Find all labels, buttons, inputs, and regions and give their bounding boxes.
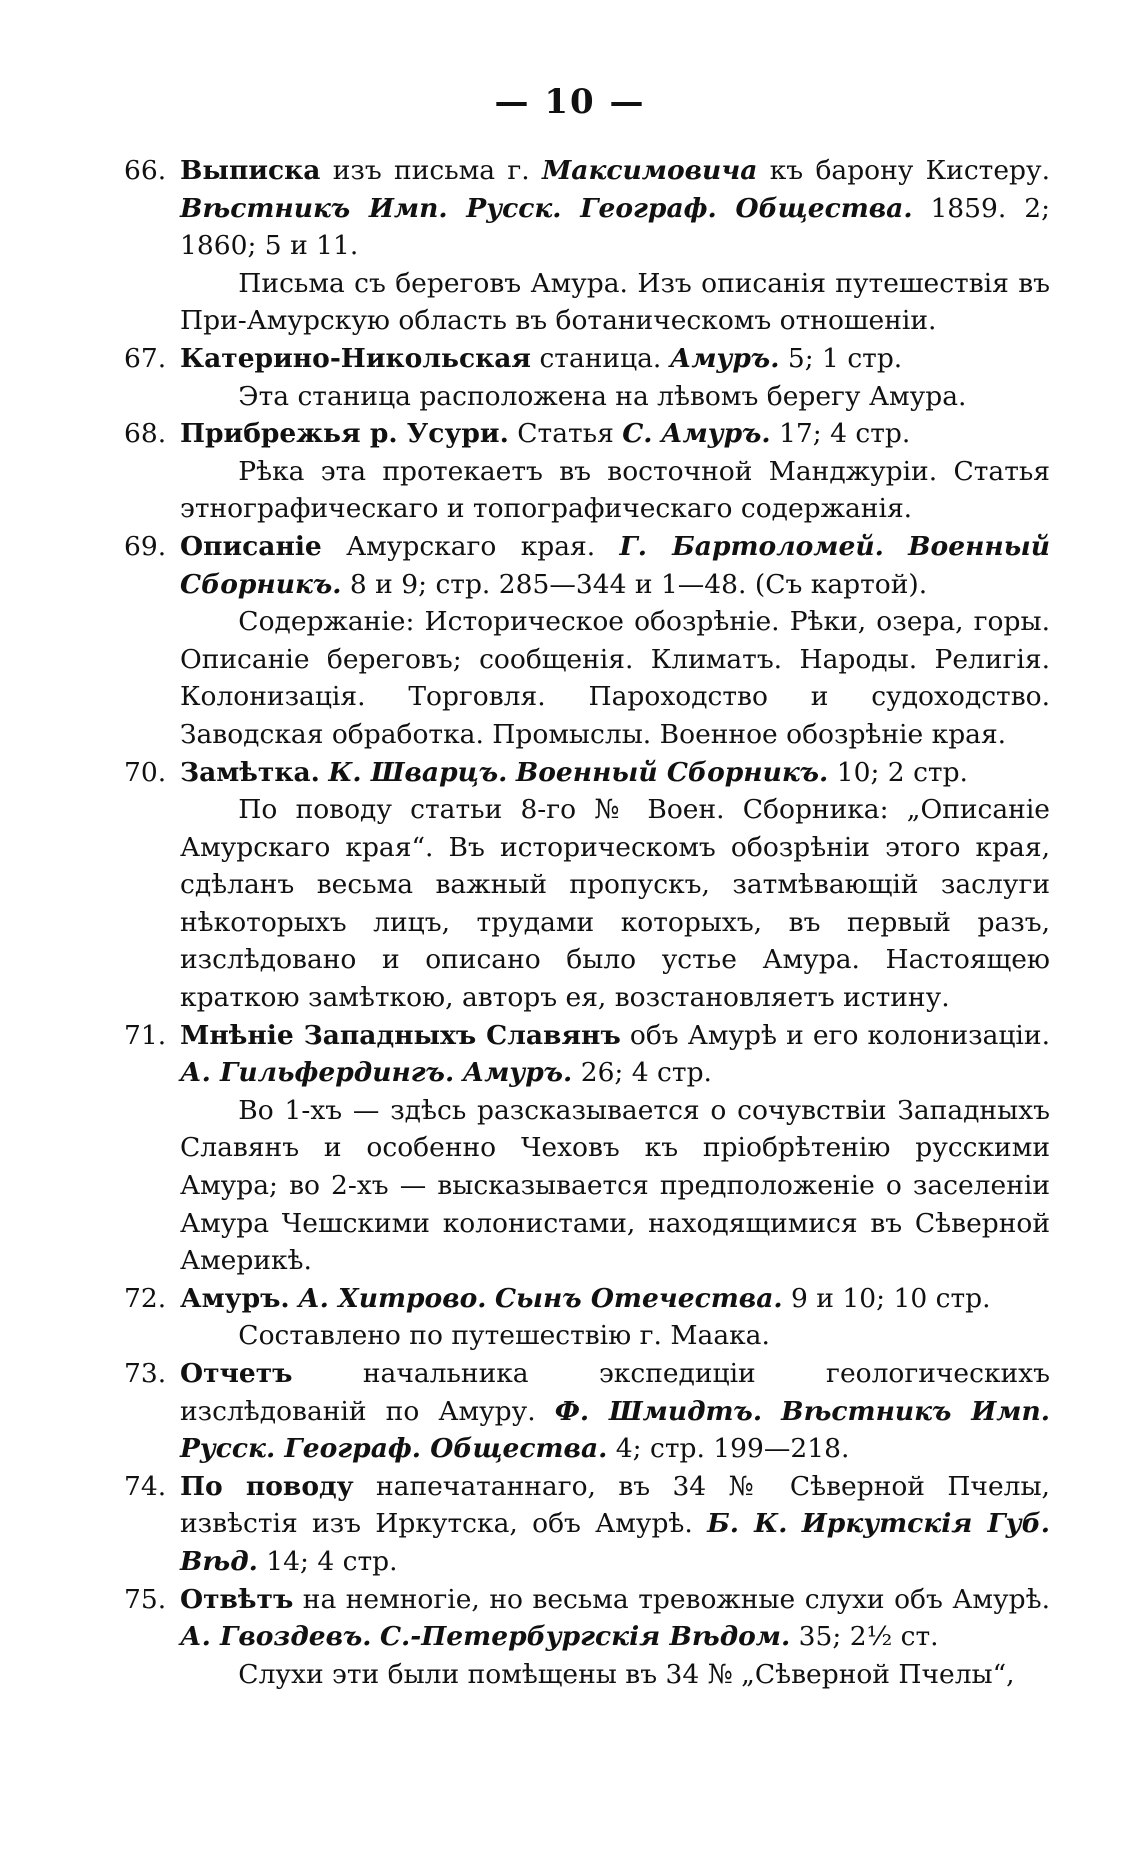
entry-text <box>653 418 661 449</box>
page-number: — 10 — <box>494 82 646 122</box>
entry-body <box>180 528 1050 603</box>
entry-annotation: Во 1-хъ — здѣсь разсказывается о сочувствіи Западныхъ Славянъ и особенно Чеховъ къ пріобрѣтенію русскими Амура; во 2-хъ — высказывается предположеніе о заселеніи Амура Чешскими колонистами, находящимися въ Сѣверной Америкѣ. <box>180 1094 1050 1277</box>
entry-reference: 35; 2½ ст. <box>790 1621 939 1653</box>
entry-body <box>180 415 1050 453</box>
entry-number: 68. <box>124 418 167 450</box>
entry-author: Ф. Шмидтъ. <box>554 1395 763 1427</box>
entry-journal: Вѣстникъ Имп. Русск. Географ. Общества. <box>180 1395 1050 1465</box>
entry-journal: Вѣстникъ Имп. Русск. Географ. Общества. <box>180 192 913 224</box>
entry-journal: Амуръ. <box>669 342 780 374</box>
entry-journal: Амуръ. <box>660 418 771 450</box>
entry-body <box>180 340 1050 378</box>
bibliography-entry <box>124 340 1050 415</box>
entry-text: къ барону Кистеру. <box>757 155 1050 186</box>
bibliography-entry <box>124 528 1050 754</box>
entry-text: изъ письма г. <box>320 155 542 186</box>
entry-title: Отвѣтъ <box>180 1583 294 1615</box>
entry-annotation: Содержаніе: Историческое обозрѣніе. Рѣки, озера, горы. Описаніе береговъ; сообщенія. Климатъ. Народы. Религія. Колонизація. Торговля. Пароходство и судоходство. Заводская обработка. Промыслы. Военное обозрѣніе края. <box>180 606 1050 750</box>
entry-title: Мнѣніе Западныхъ Славянъ <box>180 1019 621 1051</box>
entry-journal: С.-Петербургскія Вѣдом. <box>379 1621 791 1653</box>
entry-author: А. Гвоздевъ. <box>180 1621 372 1653</box>
entry-text: Статья <box>508 418 623 450</box>
entry-text: начальника экспедиціи геологическихъ изслѣдованій по Амуру. <box>180 1358 1050 1427</box>
entry-body <box>180 1581 1050 1656</box>
entry-text <box>454 1057 462 1088</box>
entry-annotation: Эта станица расположена на лѣвомъ берегу Амура. <box>238 380 967 412</box>
entry-reference: 10; 2 стр. <box>828 756 968 788</box>
entry-body <box>180 1017 1050 1092</box>
bibliography-entry <box>124 1280 1050 1355</box>
entry-text <box>762 1396 781 1427</box>
entry-text: станица. <box>531 342 670 374</box>
entry-number: 72. <box>124 1282 167 1314</box>
entry-journal: Иркутскія Губ. Вѣд. <box>180 1508 1050 1577</box>
entry-reference: 5; 1 стр. <box>779 342 903 374</box>
entry-text: Амурскаго края. <box>321 530 620 562</box>
entry-body <box>180 754 1050 792</box>
entry-title: Отчетъ <box>180 1358 293 1389</box>
entry-title: Выписка <box>180 155 321 186</box>
bibliography-entry <box>124 415 1050 528</box>
entry-reference: 1859. 2; 1860; 5 и 11. <box>180 192 1050 262</box>
entry-text <box>372 1621 380 1652</box>
entry-reference: 8 и 9; стр. 285—344 и 1—48. (Съ картой). <box>341 568 928 600</box>
entry-title: Катерино-Никольская <box>180 342 532 374</box>
entry-journal: Военный Сборникъ. <box>515 756 829 788</box>
entry-body <box>180 1468 1050 1581</box>
entry-text <box>787 1508 801 1539</box>
entry-author: А. Гильфердингъ. <box>180 1057 455 1089</box>
entry-reference: 4; стр. 199—218. <box>607 1433 850 1465</box>
entry-number: 67. <box>124 342 167 374</box>
entry-annotation: Письма съ береговъ Амура. Изъ описанія путешествія въ При-Амурскую область въ ботаническомъ отношеніи. <box>180 267 1050 337</box>
entry-number: 73. <box>124 1358 167 1389</box>
bibliography-entry <box>124 1468 1050 1581</box>
entry-text <box>487 1283 495 1314</box>
entry-number: 69. <box>124 530 167 562</box>
entry-author: Максимовича <box>541 155 758 186</box>
entry-number: 71. <box>124 1019 167 1051</box>
entry-annotation: Слухи эти были помѣщены въ 34 № „Сѣверной Пчелы“, <box>238 1658 1015 1690</box>
entry-text <box>507 757 515 788</box>
entry-journal: Сынъ Отечества. <box>494 1282 783 1314</box>
entry-reference: 26; 4 стр. <box>572 1057 712 1089</box>
entry-reference: 14; 4 стр. <box>257 1545 398 1577</box>
entry-journal: Военный Сборникъ. <box>180 530 1050 600</box>
entry-title: Замѣтка. <box>180 756 320 788</box>
bibliography-entry <box>124 1017 1050 1280</box>
entry-number: 75. <box>124 1583 167 1615</box>
entry-body <box>180 152 1050 265</box>
entry-number: 66. <box>124 155 167 186</box>
entry-annotation: Рѣка эта протекаетъ въ восточной Манджуріи. Статья этнографическаго и топографическаго содержанія. <box>180 455 1050 525</box>
bibliography-entry <box>124 754 1050 1017</box>
entry-annotation: Составлено по путешествію г. Маака. <box>238 1320 770 1352</box>
bibliography-entry <box>124 1581 1050 1694</box>
entry-body <box>180 1280 1050 1318</box>
entry-number: 70. <box>124 756 167 788</box>
entry-text: напечатаннаго, въ 34 № Сѣверной Пчелы, извѣстія изъ Иркутска, объ Амурѣ. <box>180 1470 1050 1540</box>
entry-reference: 9 и 10; 10 стр. <box>782 1282 991 1314</box>
entry-author: К. Шварцъ. <box>328 756 508 788</box>
bibliography-entry <box>124 1355 1050 1468</box>
entry-author: А. Хитрово. <box>298 1282 487 1314</box>
entry-annotation: По поводу статьи 8-го № Воен. Сборника: „Описаніе Амурскаго края“. Въ историческомъ обозрѣніи этого края, сдѣланъ весьма важный пропускъ, затмѣвающій заслуги нѣкоторыхъ лицъ, трудами которыхъ, въ первый разъ, изслѣдовано и описано было устье Амура. Настоящею краткою замѣткою, авторъ ея, возстановляетъ истину. <box>180 794 1050 1014</box>
bibliography-list <box>124 152 1050 1693</box>
entry-title: Амуръ. <box>180 1282 290 1314</box>
bibliography-entry <box>124 152 1050 340</box>
entry-reference: 17; 4 стр. <box>770 418 911 450</box>
entry-author: Б. К. <box>707 1508 788 1540</box>
entry-title: По поводу <box>180 1470 354 1502</box>
entry-journal: Амуръ. <box>462 1057 573 1089</box>
entry-author: С. <box>622 418 653 450</box>
entry-title: Прибрежья р. Усури. <box>180 418 509 450</box>
entry-text <box>884 531 908 562</box>
entry-text: объ Амурѣ и его колонизаціи. <box>620 1019 1050 1051</box>
entry-text: на немногіе, но весьма тревожные слухи объ Амурѣ. <box>293 1583 1050 1615</box>
entry-body <box>180 1355 1050 1468</box>
entry-title: Описаніе <box>180 530 322 562</box>
entry-author: Г. Бартоломей. <box>619 530 884 562</box>
entry-text <box>290 1283 298 1314</box>
entry-number: 74. <box>124 1470 167 1502</box>
